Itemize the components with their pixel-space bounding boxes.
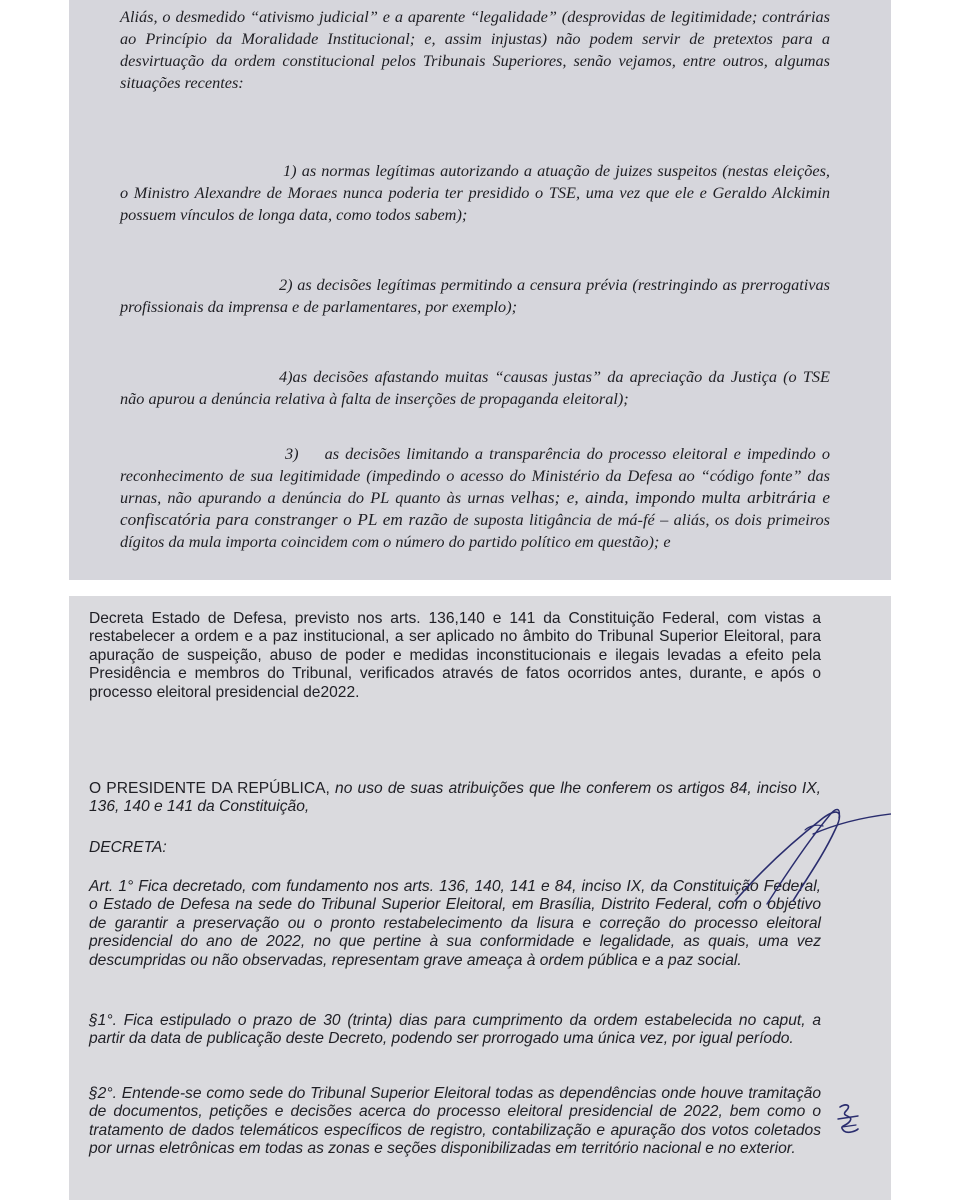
decree-summary: Decreta Estado de Defesa, previsto nos arts. 136,140 e 141 da Constituição Federal, com vistas a restabelecer a ordem e a paz institucional, a ser aplicado no âmbito do Tribunal Superior Eleitoral, para apuração de suspeição, abuso de poder e medidas inconstitucionais e ilegais levadas a efeito pela Presidência e membros do Tribunal, verificados através de fatos ocorridos antes, durante, e após o processo eleitoral presidencial de2022. [89,610,821,701]
list-item-3 [120,443,830,553]
list-item-2 [120,274,830,318]
president-heading: O PRESIDENTE DA REPÚBLICA, [89,780,330,797]
list-item-3-text-c: de suposta litigância de má-fé – aliás, os dois primeiros dígitos da mula importa coincidem com o número do partido político em questão); e [120,510,830,551]
handwritten-signature [705,796,891,906]
list-item-1 [120,160,830,226]
article-1: Art. 1° Fica decretado, com fundamento nos arts. 136, 140, 141 e 84, inciso IX, da Constituição Federal, o Estado de Defesa na sede do Tribunal Superior Eleitoral, em Brasília, Distrito Federal, com o objetivo de garantir a preservação ou o pronto restabelecimento da lisura e correção do processo eleitoral presidencial do ano de 2022, no que pertine à sua conformidade e legalidade, as quais, uma vez descumpridas ou não observadas, representam grave ameaça à ordem pública e a paz social. [89,878,821,969]
scanned-page-top [69,0,891,580]
paragraph-1: §1°. Fica estipulado o prazo de 30 (trinta) dias para cumprimento da ordem estabelecida no caput, a partir da data de publicação deste Decreto, podendo ser prorrogado uma única vez, por igual período. [89,1012,821,1048]
intro-paragraph: Aliás, o desmedido “ativismo judicial” e a aparente “legalidade” (desprovidas de legitimidade; contrárias ao Princípio da Moralidade Institucional; e, assim injustas) não podem servir de pretextos para a desvirtuação da ordem constitucional pelos Tribunais Superiores, senão vejamos, entre outros, algumas situações recentes: [120,7,830,92]
list-item-1-number: 1) [283,161,297,180]
list-item-4-text: 4)as decisões afastando muitas “causas justas” da apreciação da Justiça (o TSE não apurou a denúncia relativa à falta de inserções de propaganda eleitoral); [120,367,830,408]
decreta-heading: DECRETA: [89,839,167,856]
list-item-4 [120,366,830,410]
list-item-3-text-b: velhas; e, ainda, impondo multa arbitrária e confiscatória para constranger o PL em razão [120,488,830,529]
list-item-3-text-a: as decisões limitando a transparência do processo eleitoral e impedindo o reconhecimento de sua legitimidade (impedindo o acesso do Ministério da Defesa ao “código fonte” das urnas, não apurando a denúncia do PL quanto às urnas [120,444,830,507]
list-item-2-text: 2) as decisões legítimas permitindo a censura prévia (restringindo as prerrogativas profissionais da imprensa e de parlamentares, por exemplo); [120,275,830,316]
president-text: no uso de suas atribuições que lhe conferem os artigos 84, inciso IX, 136, 140 e 141 da Constituição, [89,780,821,816]
handwritten-initials [832,1101,864,1137]
list-item-1-text: as normas legítimas autorizando a atuação de juizes suspeitos (nestas eleições, o Ministro Alexandre de Moraes nunca poderia ter presidido o TSE, uma vez que ele e Geraldo Alckimin possuem vínculos de longa data, como todos sabem); [120,161,830,224]
scanned-page-bottom [69,596,891,1200]
paragraph-2: §2°. Entende-se como sede do Tribunal Superior Eleitoral todas as dependências onde houve tramitação de documentos, petições e decisões acerca do processo eleitoral presidencial de 2022, bem como o tratamento de dados telemáticos específicos de registro, contabilização e apuração dos votos coletados por urnas eletrônicas em todas as zonas e seções disponibilizadas em território nacional e no exterior. [89,1085,821,1158]
list-item-3-number: 3) [285,444,299,463]
